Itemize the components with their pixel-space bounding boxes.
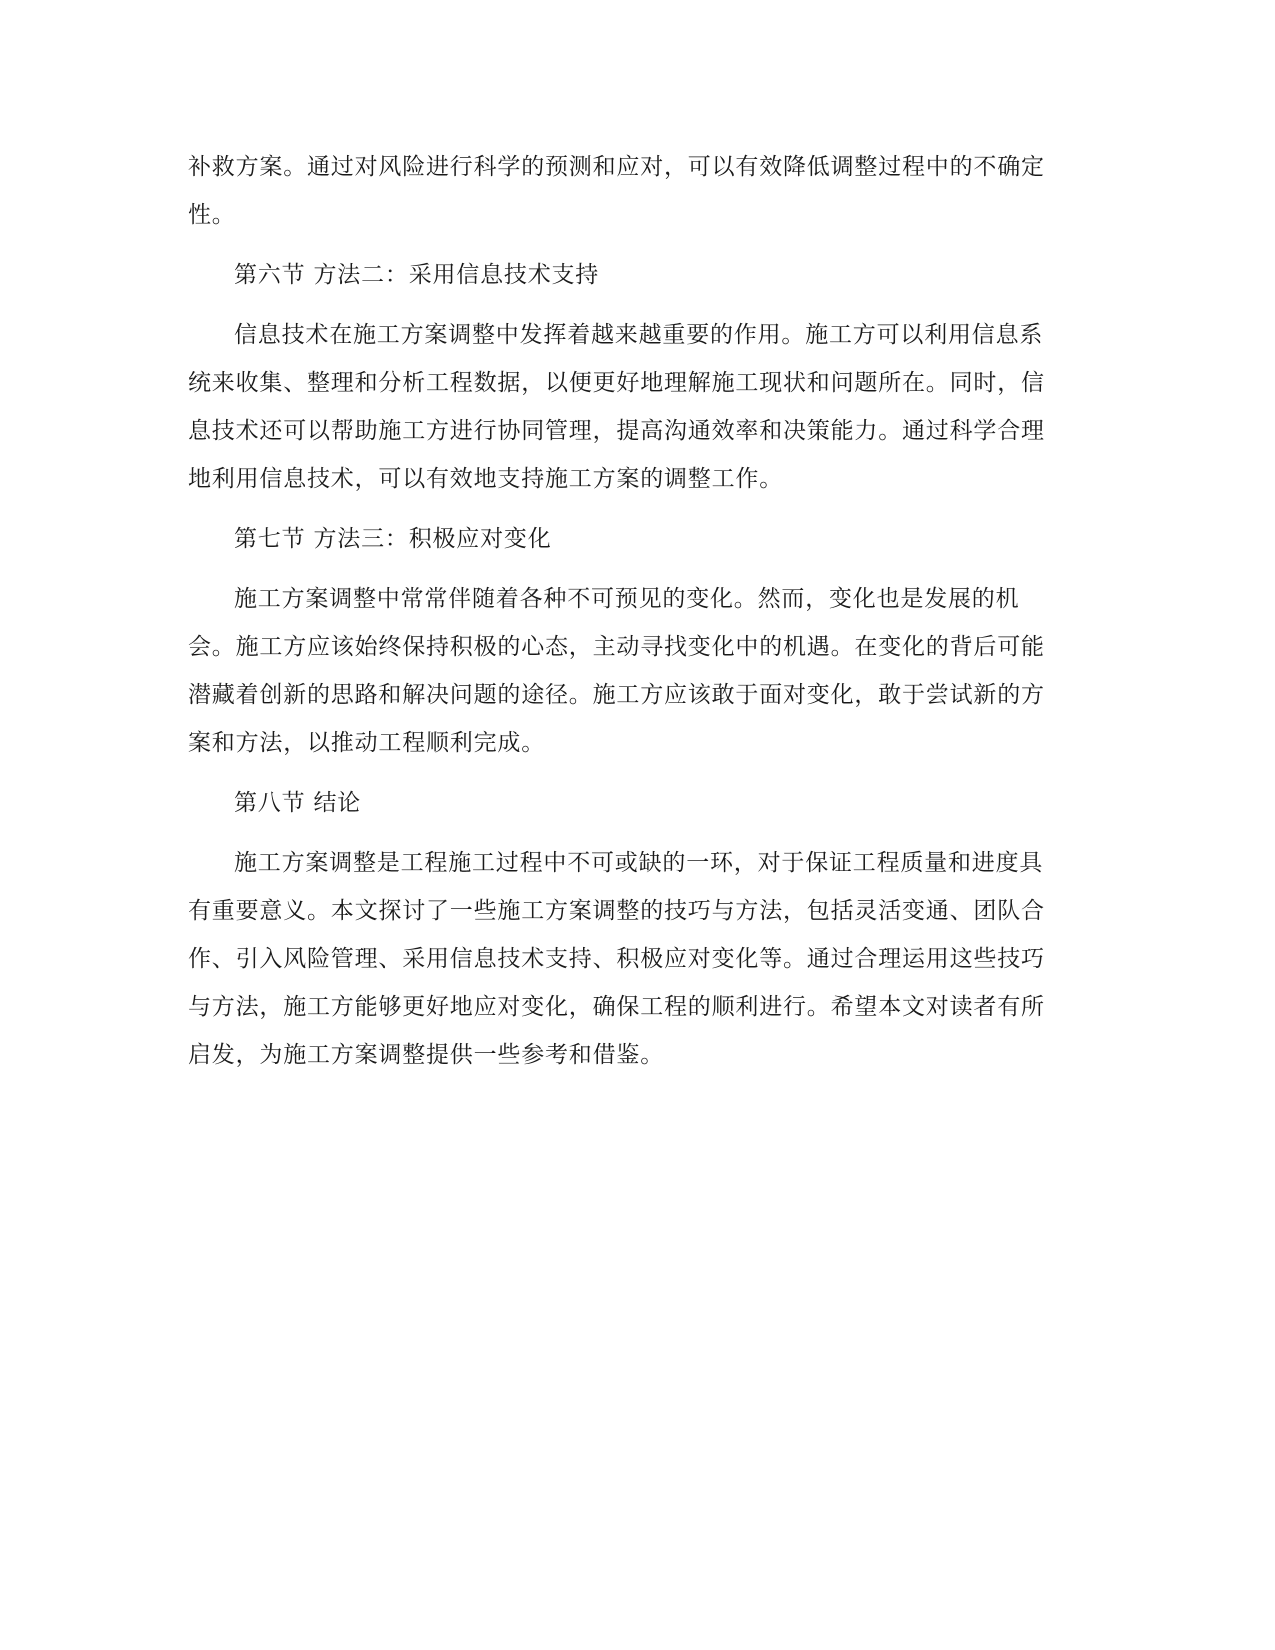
paragraph-line: 补救方案。通过对风险进行科学的预测和应对，可以有效降低调整过程中的不确定 bbox=[188, 154, 1045, 180]
paragraph-line: 会。施工方应该始终保持积极的心态，主动寻找变化中的机遇。在变化的背后可能 bbox=[188, 634, 1045, 660]
paragraph-line: 信息技术在施工方案调整中发挥着越来越重要的作用。施工方可以利用信息系 bbox=[234, 322, 1044, 348]
paragraph-line: 案和方法，以推动工程顺利完成。 bbox=[188, 730, 545, 756]
paragraph-line: 统来收集、整理和分析工程数据，以便更好地理解施工现状和问题所在。同时，信 bbox=[188, 370, 1045, 396]
section-7-heading: 第七节 方法三：积极应对变化 bbox=[234, 526, 552, 552]
paragraph-line: 启发，为施工方案调整提供一些参考和借鉴。 bbox=[188, 1042, 664, 1068]
paragraph-line: 作、引入风险管理、采用信息技术支持、积极应对变化等。通过合理运用这些技巧 bbox=[188, 946, 1045, 972]
paragraph-line: 施工方案调整中常常伴随着各种不可预见的变化。然而，变化也是发展的机 bbox=[234, 586, 1020, 612]
section-6-heading: 第六节 方法二：采用信息技术支持 bbox=[234, 262, 600, 288]
paragraph-line: 地利用信息技术，可以有效地支持施工方案的调整工作。 bbox=[188, 466, 783, 492]
paragraph-line: 有重要意义。本文探讨了一些施工方案调整的技巧与方法，包括灵活变通、团队合 bbox=[188, 898, 1045, 924]
section-6-paragraph bbox=[188, 311, 1085, 503]
section-7-paragraph bbox=[188, 575, 1085, 767]
section-8-heading: 第八节 结论 bbox=[234, 790, 362, 816]
document-body bbox=[188, 143, 1085, 1079]
paragraph-line: 潜藏着创新的思路和解决问题的途径。施工方应该敢于面对变化，敢于尝试新的方 bbox=[188, 682, 1045, 708]
paragraph-line: 施工方案调整是工程施工过程中不可或缺的一环，对于保证工程质量和进度具 bbox=[234, 850, 1044, 876]
intro-paragraph bbox=[188, 143, 1085, 239]
paragraph-line: 与方法，施工方能够更好地应对变化，确保工程的顺利进行。希望本文对读者有所 bbox=[188, 994, 1045, 1020]
paragraph-line: 息技术还可以帮助施工方进行协同管理，提高沟通效率和决策能力。通过科学合理 bbox=[188, 418, 1045, 444]
paragraph-line: 性。 bbox=[188, 202, 236, 228]
section-8-paragraph bbox=[188, 839, 1085, 1079]
